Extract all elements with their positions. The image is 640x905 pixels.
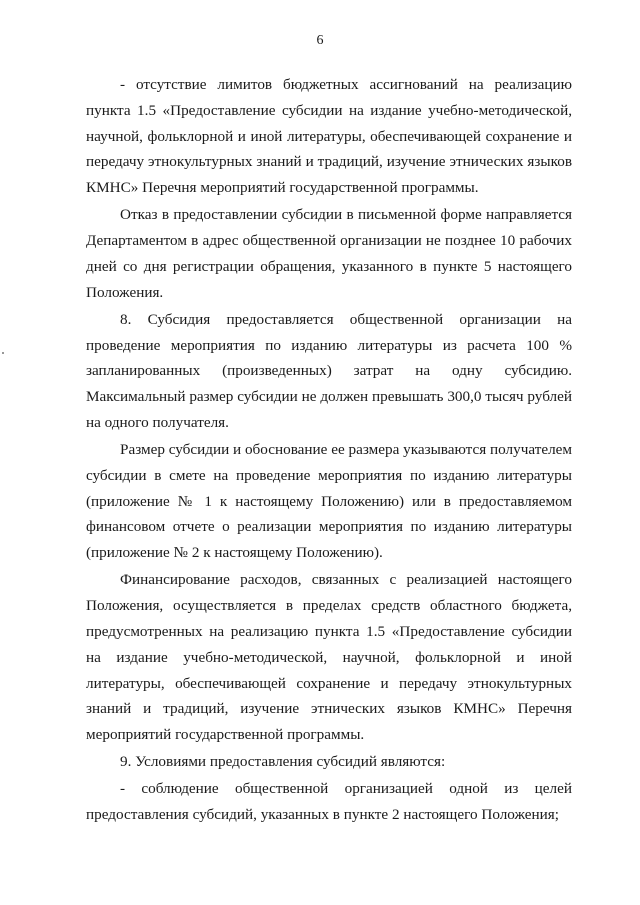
paragraph-condition-goals: - соблюдение общественной организацией одной из целей предоставления субсидий, указанных в пункте 2 настоящего Положения;: [86, 780, 572, 824]
paragraph-item-9-conditions: 9. Условиями предоставления субсидий являются:: [120, 753, 446, 771]
paragraph-budget-limits: - отсутствие лимитов бюджетных ассигнований на реализацию пункта 1.5 «Предоставление субсидии на издание учебно-методической, научной, фольклорной и иной литературы, обеспечивающей сохранение и передачу этнокультурных знаний и традиций, изучение этнических языков КМНС» Перечня мероприятий государственной программы.: [86, 76, 572, 197]
paragraph-financing: Финансирование расходов, связанных с реализацией настоящего Положения, осуществляется в пределах средств областного бюджета, предусмотренных на реализацию пункта 1.5 «Предоставление субсидии на издание учебно-методической, научной, фольклорной и иной литературы, обеспечивающей сохранение и передачу этнокультурных знаний и традиций, изучение этнических языков КМНС» Перечня мероприятий государственной программы.: [86, 571, 572, 744]
paragraph-refusal-notice: Отказ в предоставлении субсидии в письменной форме направляется Департаментом в адрес общественной организации не позднее 10 рабочих дней со дня регистрации обращения, указанного в пункте 5 настоящего Положения.: [86, 206, 572, 301]
scan-speck: [2, 352, 4, 354]
paragraph-item-8-subsidy: 8. Субсидия предоставляется общественной организации на проведение мероприятия по изданию литературы из расчета 100 % запланированных (произведенных) затрат на одну субсидию. Максимальный размер субсидии не должен превышать 300,0 тысяч рублей на одного получателя.: [86, 310, 572, 431]
paragraph-subsidy-amount: Размер субсидии и обоснование ее размера указываются получателем субсидии в смете на проведение мероприятия по изданию литературы (приложение № 1 к настоящему Положению) или в предоставляемом финансовом отчете о реализации мероприятия по изданию литературы (приложение № 2 к настоящему Положению).: [86, 441, 572, 562]
document-body: [86, 72, 572, 829]
page-number: 6: [316, 33, 324, 48]
